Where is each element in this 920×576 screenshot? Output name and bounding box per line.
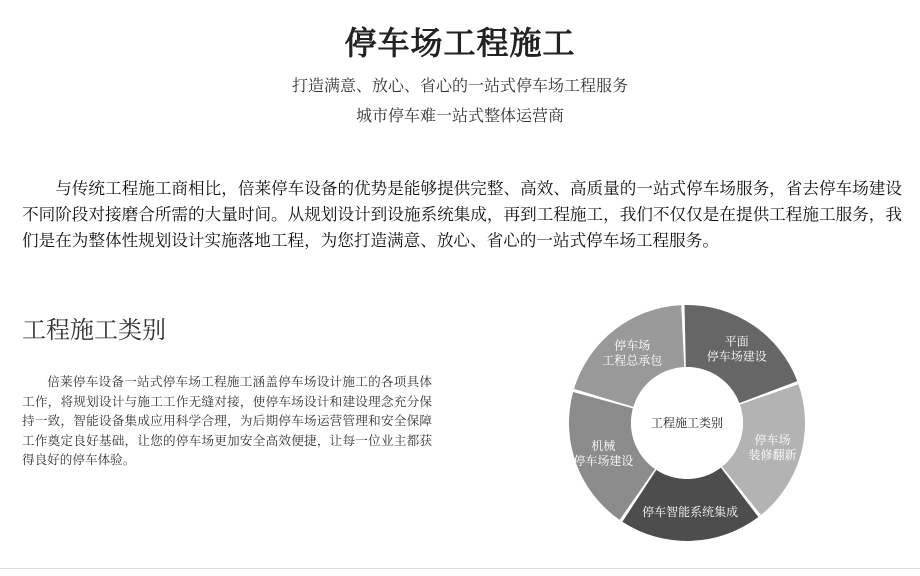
- donut-segment-label: 工程总承包: [602, 353, 663, 368]
- section-paragraph: 倍莱停车设备一站式停车场工程施工涵盖停车场设计施工的各项具体工作，将规划设计与施工工作无缝对接，使停车场设计和建设理念充分保持一致，智能设备集成应用科学合理，为后期停车场运营管理和安全保障工作奠定良好基础，让您的停车场更加安全高效便捷，让每一位业主都获得良好的停车体验。: [22, 374, 432, 467]
- donut-segment-label: 装修翻新: [748, 448, 797, 463]
- page-title: 停车场工程施工: [344, 24, 576, 62]
- donut-segment-label: 停车场建设: [573, 453, 634, 468]
- intro-paragraph: 与传统工程施工商相比，倍莱停车设备的优势是能够提供完整、高效、高质量的一站式停车场服务，省去停车场建设不同阶段对接磨合所需的大量时间。从规划设计到设施系统集成，再到工程施工，我们不仅仅是在提供工程施工服务，我们是在为整体性规划设计实施落地工程，为您打造满意、放心、省心的一站式停车场工程服务。: [22, 179, 902, 250]
- donut-segment-label: 停车智能系统集成: [642, 504, 739, 519]
- donut-segment-label: 停车场: [754, 433, 791, 448]
- subtitle-tagline: 城市停车难一站式整体运营商: [355, 106, 564, 125]
- donut-segment-label: 停车场: [614, 338, 651, 353]
- bottom-divider: [0, 568, 920, 569]
- donut-segment-label: 停车场建设: [706, 349, 767, 364]
- categories-donut-diagram: [565, 300, 815, 550]
- donut-segment-label: 机械: [591, 438, 616, 453]
- donut-center-label: 工程施工类别: [650, 416, 724, 430]
- donut-segment-label: 平面: [724, 334, 749, 349]
- subtitle-slogan: 打造满意、放心、省心的一站式停车场工程服务: [291, 76, 628, 95]
- section-title: 工程施工类别: [22, 316, 166, 344]
